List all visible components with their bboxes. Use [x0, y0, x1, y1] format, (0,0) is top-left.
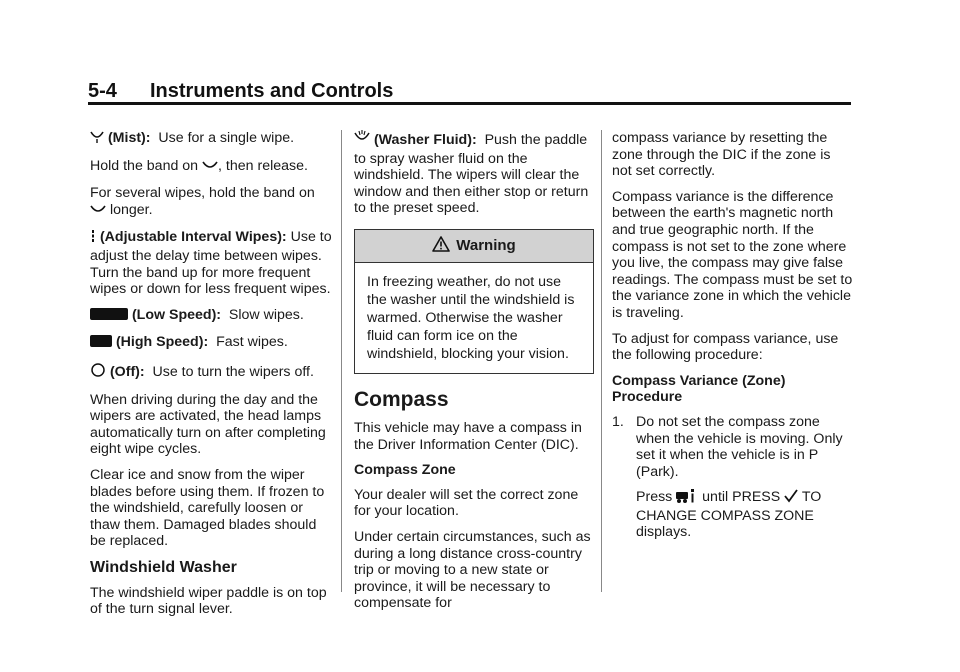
interval-icon [90, 229, 96, 248]
warning-title: Warning [456, 236, 516, 254]
checkmark-icon [784, 489, 798, 508]
column-divider [341, 130, 342, 592]
header-rule [88, 102, 851, 105]
washer-fluid-paragraph [354, 130, 594, 217]
several-paragraph [90, 185, 334, 220]
zone-paragraph: Your dealer will set the correct zone for your location. [354, 486, 579, 520]
low-speed-icon [90, 307, 128, 326]
mist-icon [202, 160, 218, 177]
high-speed-label: (High Speed): [115, 334, 209, 351]
high-speed-paragraph [90, 334, 334, 353]
off-text: Use to turn the wipers off. [152, 363, 314, 380]
adjustable-paragraph [90, 229, 334, 297]
press-text-c: TO CHANGE COMPASS ZONE displays. [636, 489, 822, 541]
adjustable-text: Use to adjust the delay time between wipes. Turn the band up for more frequent wipes or down for less frequent wipes. [90, 229, 332, 298]
hold-paragraph [90, 158, 334, 177]
adjustable-label: (Adjustable Interval Wipes): [99, 229, 287, 246]
low-speed-label: (Low Speed): [131, 306, 222, 323]
press-text-b: until PRESS [702, 489, 781, 506]
hold-text-b: , then release. [218, 157, 308, 174]
compass-paragraph: This vehicle may have a compass in the Driver Information Center (DIC). [354, 419, 582, 453]
washer-fluid-label: (Washer Fluid): [373, 132, 477, 148]
high-speed-text: Fast wipes. [216, 334, 288, 351]
warning-box [354, 229, 594, 374]
washer-paragraph: The windshield wiper paddle is on top of the turn signal lever. [90, 584, 327, 618]
adjust-paragraph: To adjust for compass variance, use the following procedure: [612, 330, 839, 364]
warning-body: In freezing weather, do not use the washer until the windshield is warmed. Otherwise the washer fluid can form ice on the windshield, blocking your vision. [367, 273, 575, 362]
section-title: Instruments and Controls [150, 80, 394, 102]
mist-paragraph [90, 130, 334, 149]
page-header [88, 80, 851, 104]
mist-icon [90, 130, 104, 149]
compass-zone-heading: Compass Zone [354, 462, 456, 479]
warning-icon [432, 236, 450, 257]
hold-text-a: Hold the band on [90, 157, 199, 174]
washer-fluid-icon [354, 130, 370, 151]
washer-fluid-text: Push the paddle to spray washer fluid on the windshield. The wipers will clear the window and then either stop or return to the preset speed. [354, 132, 589, 217]
off-icon [90, 362, 106, 383]
variance-paragraph: Compass variance is the difference between the earth's magnetic north and true geographic north. If the compass is not set to the zone where you live, the compass may give false readings. The compass must be set to the variance zone in which the vehicle is traveling. [612, 188, 853, 321]
compass-heading: Compass [354, 387, 449, 411]
ice-paragraph: Clear ice and snow from the wiper blades before using them. If frozen to the windshield, carefully loosen or thaw them. Damaged blades should be replaced. [90, 466, 325, 550]
warning-header [355, 230, 593, 263]
several-text-a: For several wipes, hold the band on [90, 185, 315, 202]
section-number: 5-4 [88, 80, 117, 102]
low-speed-text: Slow wipes. [228, 306, 304, 323]
circumstances-paragraph: Under certain circumstances, such as during a long distance cross-country trip or moving to a new state or province, it will be necessary to compensate for [354, 528, 591, 612]
column-1 [90, 130, 334, 627]
low-speed-paragraph [90, 307, 334, 326]
mist-label: (Mist): [107, 130, 151, 146]
off-paragraph [90, 362, 334, 383]
continued-paragraph: compass variance by resetting the zone through the DIC if the zone is not set correctly. [612, 130, 831, 180]
column-2 [354, 130, 594, 621]
off-label: (Off): [109, 363, 145, 380]
procedure-heading: Compass Variance (Zone) Procedure [612, 372, 786, 406]
list-item [612, 414, 854, 480]
windshield-washer-heading: Windshield Washer [90, 558, 237, 576]
column-divider [601, 130, 602, 592]
several-text-b: longer. [109, 201, 153, 218]
vehicle-info-icon [676, 489, 698, 508]
high-speed-icon [90, 334, 112, 353]
column-3 [612, 130, 854, 550]
press-instruction [636, 489, 854, 541]
mist-text: Use for a single wipe. [158, 130, 295, 146]
step-number: 1. [612, 413, 624, 430]
step-text: Do not set the compass zone when the vehicle is moving. Only set it when the vehicle is in P (Park). [636, 413, 843, 480]
press-text-a: Press [636, 489, 673, 506]
daytime-paragraph: When driving during the day and the wipers are activated, the head lamps automatically turn on after completing eight wipe cycles. [90, 391, 326, 458]
mist-icon [90, 204, 106, 221]
